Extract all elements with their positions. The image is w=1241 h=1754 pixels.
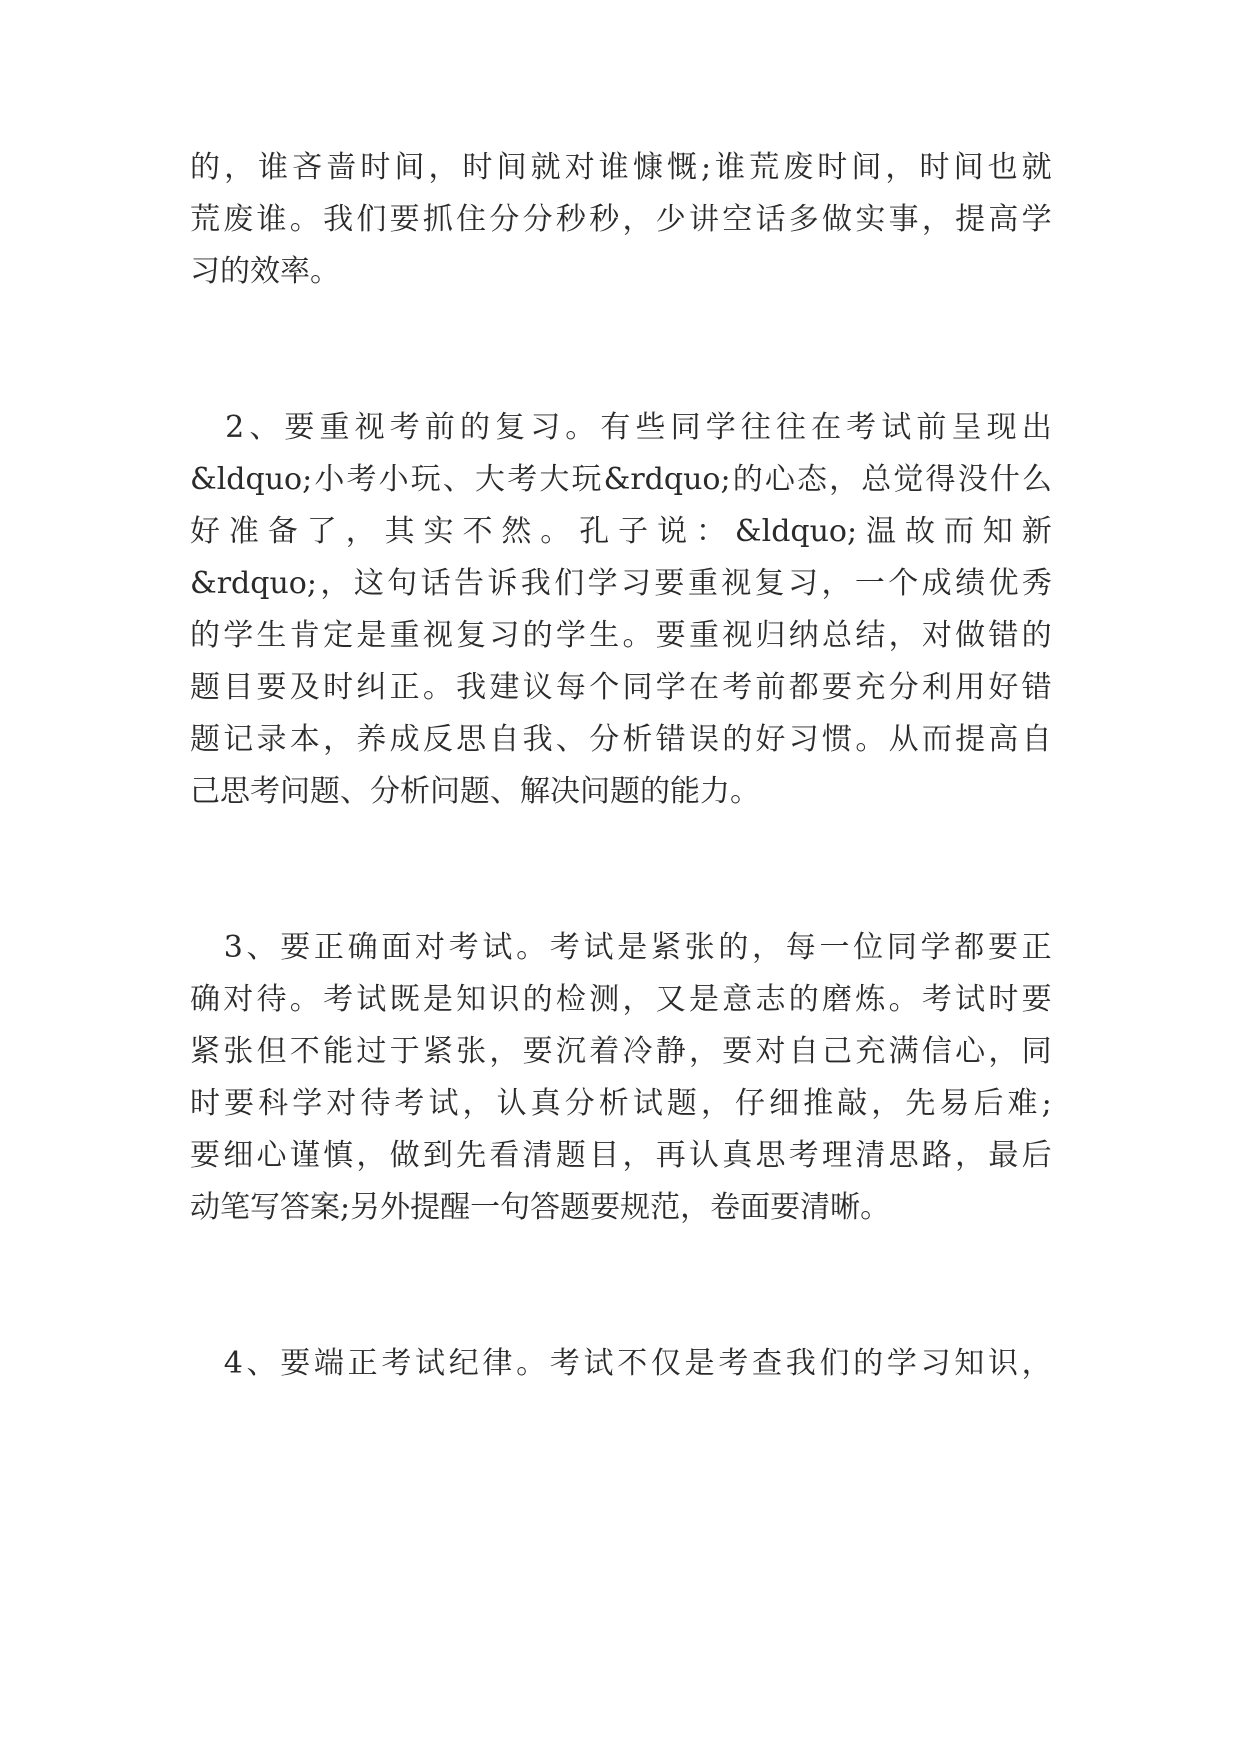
text-line: 2 、 要 重 视 考 前 的 复 习 。 有 些 同 学 往 往 在 考 试 前 呈 现 出	[225, 410, 1052, 445]
text-line: &ldquo; 小 考 小 玩 、 大 考 大 玩 &rdquo; 的 心 态 ， 总 觉 得 没 什 么	[190, 462, 1052, 497]
text-line: &rdquo; ， 这 句 话 告 诉 我 们 学 习 要 重 视 复 习 ， 一 个 成 绩 优 秀	[190, 566, 1052, 601]
text-line: 时 要 科 学 对 待 考 试 ， 认 真 分 析 试 题 ， 仔 细 推 敲 ， 先 易 后 难 ;	[190, 1086, 1052, 1121]
text-line: 确 对 待 。 考 试 既 是 知 识 的 检 测 ， 又 是 意 志 的 磨 炼 。 考 试 时 要	[190, 982, 1052, 1017]
text-line: 紧 张 但 不 能 过 于 紧 张 ， 要 沉 着 冷 静 ， 要 对 自 己 充 满 信 心 ， 同	[190, 1034, 1052, 1069]
text-line: 的 学 生 肯 定 是 重 视 复 习 的 学 生 。 要 重 视 归 纳 总 结 ， 对 做 错 的	[190, 618, 1052, 653]
text-line: 3 、 要 正 确 面 对 考 试 。 考 试 是 紧 张 的 ， 每 一 位 同 学 都 要 正	[223, 930, 1052, 965]
text-line: 题 记 录 本 ， 养 成 反 思 自 我 、 分 析 错 误 的 好 习 惯 。 从 而 提 高 自	[190, 722, 1052, 757]
text-line: 己思考问题、分析问题、解决问题的能力。	[190, 774, 760, 809]
text-line: 动笔写答案;另外提醒一句答题要规范，卷面要清晰。	[190, 1190, 891, 1225]
text-line: 的 ， 谁 吝 啬 时 间 ， 时 间 就 对 谁 慷 慨 ; 谁 荒 废 时 间 ， 时 间 也 就	[190, 150, 1052, 185]
text-line: 4 、 要 端 正 考 试 纪 律 。 考 试 不 仅 是 考 查 我 们 的 学 习 知 识 ，	[223, 1346, 1052, 1381]
text-line: 题 目 要 及 时 纠 正 。 我 建 议 每 个 同 学 在 考 前 都 要 充 分 利 用 好 错	[190, 670, 1052, 705]
text-line: 要 细 心 谨 慎 ， 做 到 先 看 清 题 目 ， 再 认 真 思 考 理 清 思 路 ， 最 后	[190, 1138, 1052, 1173]
text-line: 荒 废 谁 。 我 们 要 抓 住 分 分 秒 秒 ， 少 讲 空 话 多 做 实 事 ， 提 高 学	[190, 202, 1052, 237]
text-line: 好 准 备 了 ， 其 实 不 然 。 孔 子 说 ： &ldquo; 温 故 而 知 新	[190, 514, 1052, 549]
text-line: 习的效率。	[190, 254, 340, 289]
